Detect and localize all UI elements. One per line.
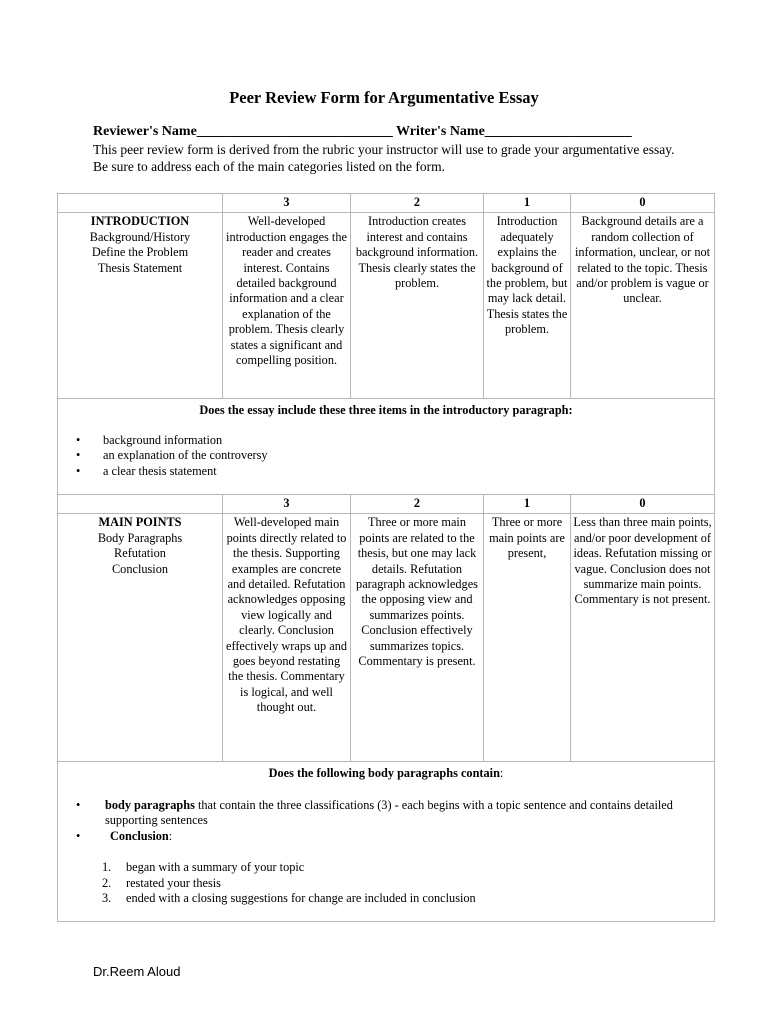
category-subitem: Conclusion [111,561,169,576]
numbered-list [58,860,714,907]
category-subitem: Define the Problem [91,245,189,260]
criteria-cell-3: Well-developed main points directly related to the thesis. Supporting examples are concrete and detailed. Refutation acknowledges opposing view logically and clearly. Conclusion effectively wraps up and goes beyond restating the thesis. Commentary is logical, and well thought out. [223,514,351,762]
checklist-row-introduction [58,399,715,495]
category-cell [58,213,223,399]
category-subitem: Body Paragraphs [97,530,183,545]
numbered-item [58,876,714,892]
bullet-text: : [168,828,173,843]
author-footer: Dr.Reem Aloud [93,964,181,979]
page-title: Peer Review Form for Argumentative Essay [229,88,539,107]
reviewer-writer-line: Reviewer's Name____________________________ Writer's Name_____________________ [93,124,632,139]
criteria-cell-0: Background details are a random collection of information, unclear, or not related to the topic. Thesis and/or problem is vague or unclear. [571,213,715,399]
item-number: 3. [102,891,112,906]
score-header-empty [58,495,223,514]
category-title: MAIN POINTS [98,515,182,530]
score-header-0: 0 [571,194,715,213]
score-header-1: 1 [484,495,571,514]
list-item [58,829,714,845]
item-text: restated your thesis [126,875,221,890]
checklist-cell [58,762,715,922]
score-header-3: 3 [223,194,351,213]
list-item [58,798,714,829]
intro-paragraph: This peer review form is derived from the rubric your instructor will use to grade your argumentative essay. Be sure to address each of the main categories listed on the form. [93,142,675,174]
criteria-cell-3: Well-developed introduction engages the reader and creates interest. Contains detailed background information and a clear explanation of the problem. Thesis clearly states a significant and compelling position. [223,213,351,399]
checklist-cell [58,399,715,495]
category-subitem: Refutation [114,546,166,561]
checklist-row-main-points [58,762,715,922]
item-number: 1. [102,860,112,875]
category-subitem: Background/History [89,229,191,244]
category-cell [58,514,223,762]
rubric-table-main-points [57,494,715,922]
bullet-bold-text: body paragraphs [105,797,195,812]
score-header-2: 2 [351,194,484,213]
category-title: INTRODUCTION [90,214,190,229]
checklist-bullets [58,798,714,845]
list-item: • background information [58,433,714,449]
score-header-0: 0 [571,495,715,514]
score-header-empty [58,194,223,213]
item-number: 2. [102,875,112,890]
rubric-table-introduction [57,193,715,495]
criteria-cell-1: Introduction adequately explains the background of the problem, but may lack detail. Thesis states the problem. [484,213,571,399]
numbered-item [58,891,714,907]
checklist-question-text: Does the following body paragraphs contain [268,766,500,781]
score-header-row [58,495,715,514]
checklist-question-colon: : [499,766,504,781]
rubric-row-introduction [58,213,715,399]
criteria-cell-2: Three or more main points are related to the thesis, but one may lack details. Refutation paragraph acknowledges the opposing view and summarizes points. Conclusion effectively summarizes topics. Commentary is present. [351,514,484,762]
list-item: • a clear thesis statement [58,464,714,480]
criteria-cell-1: Three or more main points are present, [484,514,571,762]
bullet-bold-text: Conclusion [110,828,169,843]
category-subitem: Thesis Statement [97,260,183,275]
checklist-bullets [58,433,714,480]
checklist-question: Does the essay include these three items in the introductory paragraph: [199,403,573,418]
checklist-question [58,766,714,781]
score-header-2: 2 [351,495,484,514]
item-text: ended with a closing suggestions for change are included in conclusion [126,891,476,906]
item-text: began with a summary of your topic [126,860,305,875]
list-item: • an explanation of the controversy [58,448,714,464]
score-header-1: 1 [484,194,571,213]
criteria-cell-0: Less than three main points, and/or poor development of ideas. Refutation missing or vague. Conclusion does not summarize main points. Commentary is not present. [571,514,715,762]
score-header-3: 3 [223,495,351,514]
criteria-cell-2: Introduction creates interest and contains background information. Thesis clearly states the problem. [351,213,484,399]
bullet-text: that contain the three classifications (3) - each begins with a topic sentence and contains detailed supporting sentences [105,797,673,828]
numbered-item [58,860,714,876]
score-header-row [58,194,715,213]
rubric-row-main-points [58,514,715,762]
